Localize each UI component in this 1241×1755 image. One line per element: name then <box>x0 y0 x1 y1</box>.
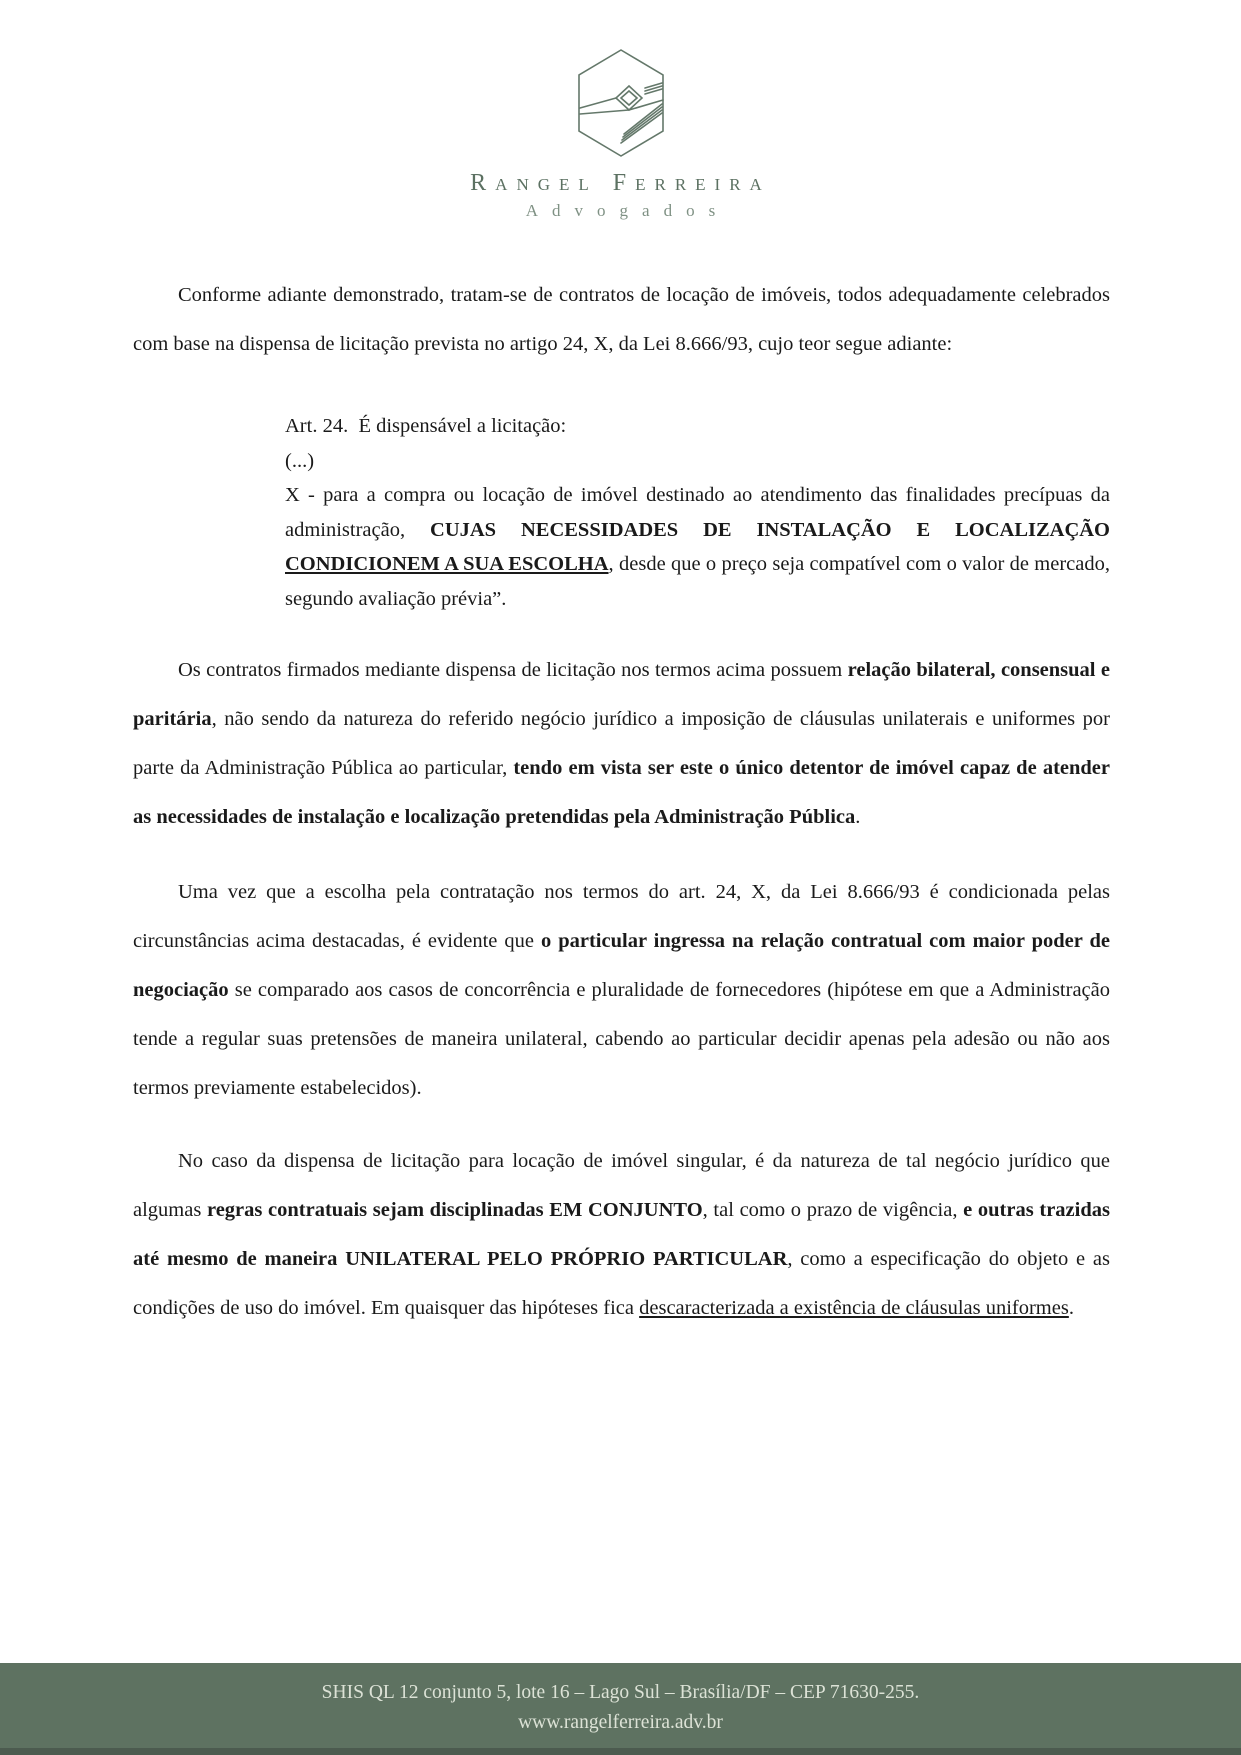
text-run-bold: o particular ingressa na relação contratual com maior poder de negociação <box>133 930 1110 1001</box>
text-run-bold: regras contratuais sejam disciplinadas EM CONJUNTO <box>206 1199 703 1221</box>
firm-name: Rangel Ferreira <box>470 170 771 196</box>
paragraph-3 <box>133 868 1110 1113</box>
text-run-bold: tendo em vista ser este o único detentor de imóvel capaz de atender as necessidades de instalação e localização pretendidas pela Administração Pública <box>133 757 1110 828</box>
quote-paragraph <box>285 478 1110 616</box>
text-run-bold-underline: CONDICIONEM A SUA ESCOLHA <box>285 553 609 575</box>
text-run: , tal como o prazo de vigência, <box>702 1199 964 1221</box>
text-run: . <box>855 806 861 828</box>
text-run: , como a especificação do objeto e as condições de uso do imóvel. Em quaisquer das hipóteses fica <box>133 1248 1110 1319</box>
letterhead <box>0 0 1241 221</box>
text-run: , não sendo da natureza do referido negócio jurídico a imposição de cláusulas unilaterais e uniformes por parte da Administração Pública ao particular, <box>133 708 1110 779</box>
footer <box>0 1663 1241 1755</box>
text-run: Conforme adiante demonstrado, tratam-se de contratos de locação de imóveis, todos adequadamente celebrados com base na dispensa de licitação prevista no artigo 24, X, da Lei 8.666/93, cujo teor segue adiante: <box>133 284 1110 355</box>
quote-line-1: Art. 24. É dispensável a licitação: <box>285 415 567 437</box>
quote-line-2: (...) <box>285 449 315 472</box>
text-run: Uma vez que a escolha pela contratação nos termos do art. 24, X, da Lei 8.666/93 é condicionada pelas circunstâncias acima destacadas, é evidente que <box>133 881 1110 952</box>
paragraph-2 <box>133 646 1110 842</box>
quote-block <box>285 409 1110 616</box>
footer-bottom-strip <box>0 1748 1241 1755</box>
paragraph-1 <box>133 271 1110 369</box>
footer-website: www.rangelferreira.adv.br <box>518 1712 723 1733</box>
text-run: , desde que o preço seja compatível com o valor de mercado, segundo avaliação prévia”. <box>285 553 1110 610</box>
text-run: X - para a compra ou locação de imóvel destinado ao atendimento das finalidades precípuas da administração, <box>285 484 1110 541</box>
footer-address: SHIS QL 12 conjunto 5, lote 16 – Lago Sul – Brasília/DF – CEP 71630-255. <box>321 1682 920 1703</box>
document-body <box>0 271 1241 1333</box>
text-run: . <box>1068 1297 1074 1319</box>
text-run: Os contratos firmados mediante dispensa de licitação nos termos acima possuem <box>178 659 848 681</box>
firm-subtitle: Advogados <box>525 201 730 220</box>
text-run-bold: CUJAS NECESSIDADES DE INSTALAÇÃO E LOCALIZAÇÃO <box>430 518 1111 541</box>
text-run-bold: relação bilateral, consensual e paritária <box>133 659 1110 730</box>
text-run: se comparado aos casos de concorrência e pluralidade de fornecedores (hipótese em que a Administração tende a regular suas pretensões de maneira unilateral, cabendo ao particular decidir apenas pela adesão ou não aos termos previamente estabelecidos). <box>133 979 1110 1099</box>
text-run: No caso da dispensa de licitação para locação de imóvel singular, é da natureza de tal negócio jurídico que algumas <box>133 1150 1110 1221</box>
paragraph-4 <box>133 1137 1110 1333</box>
footer-content <box>0 1663 1241 1738</box>
hexagon-monogram-icon <box>575 48 667 158</box>
text-run-bold: e outras trazidas até mesmo de maneira UNILATERAL PELO PRÓPRIO PARTICULAR <box>133 1199 1110 1270</box>
text-run-underline: descaracterizada a existência de cláusulas uniformes <box>639 1297 1069 1319</box>
